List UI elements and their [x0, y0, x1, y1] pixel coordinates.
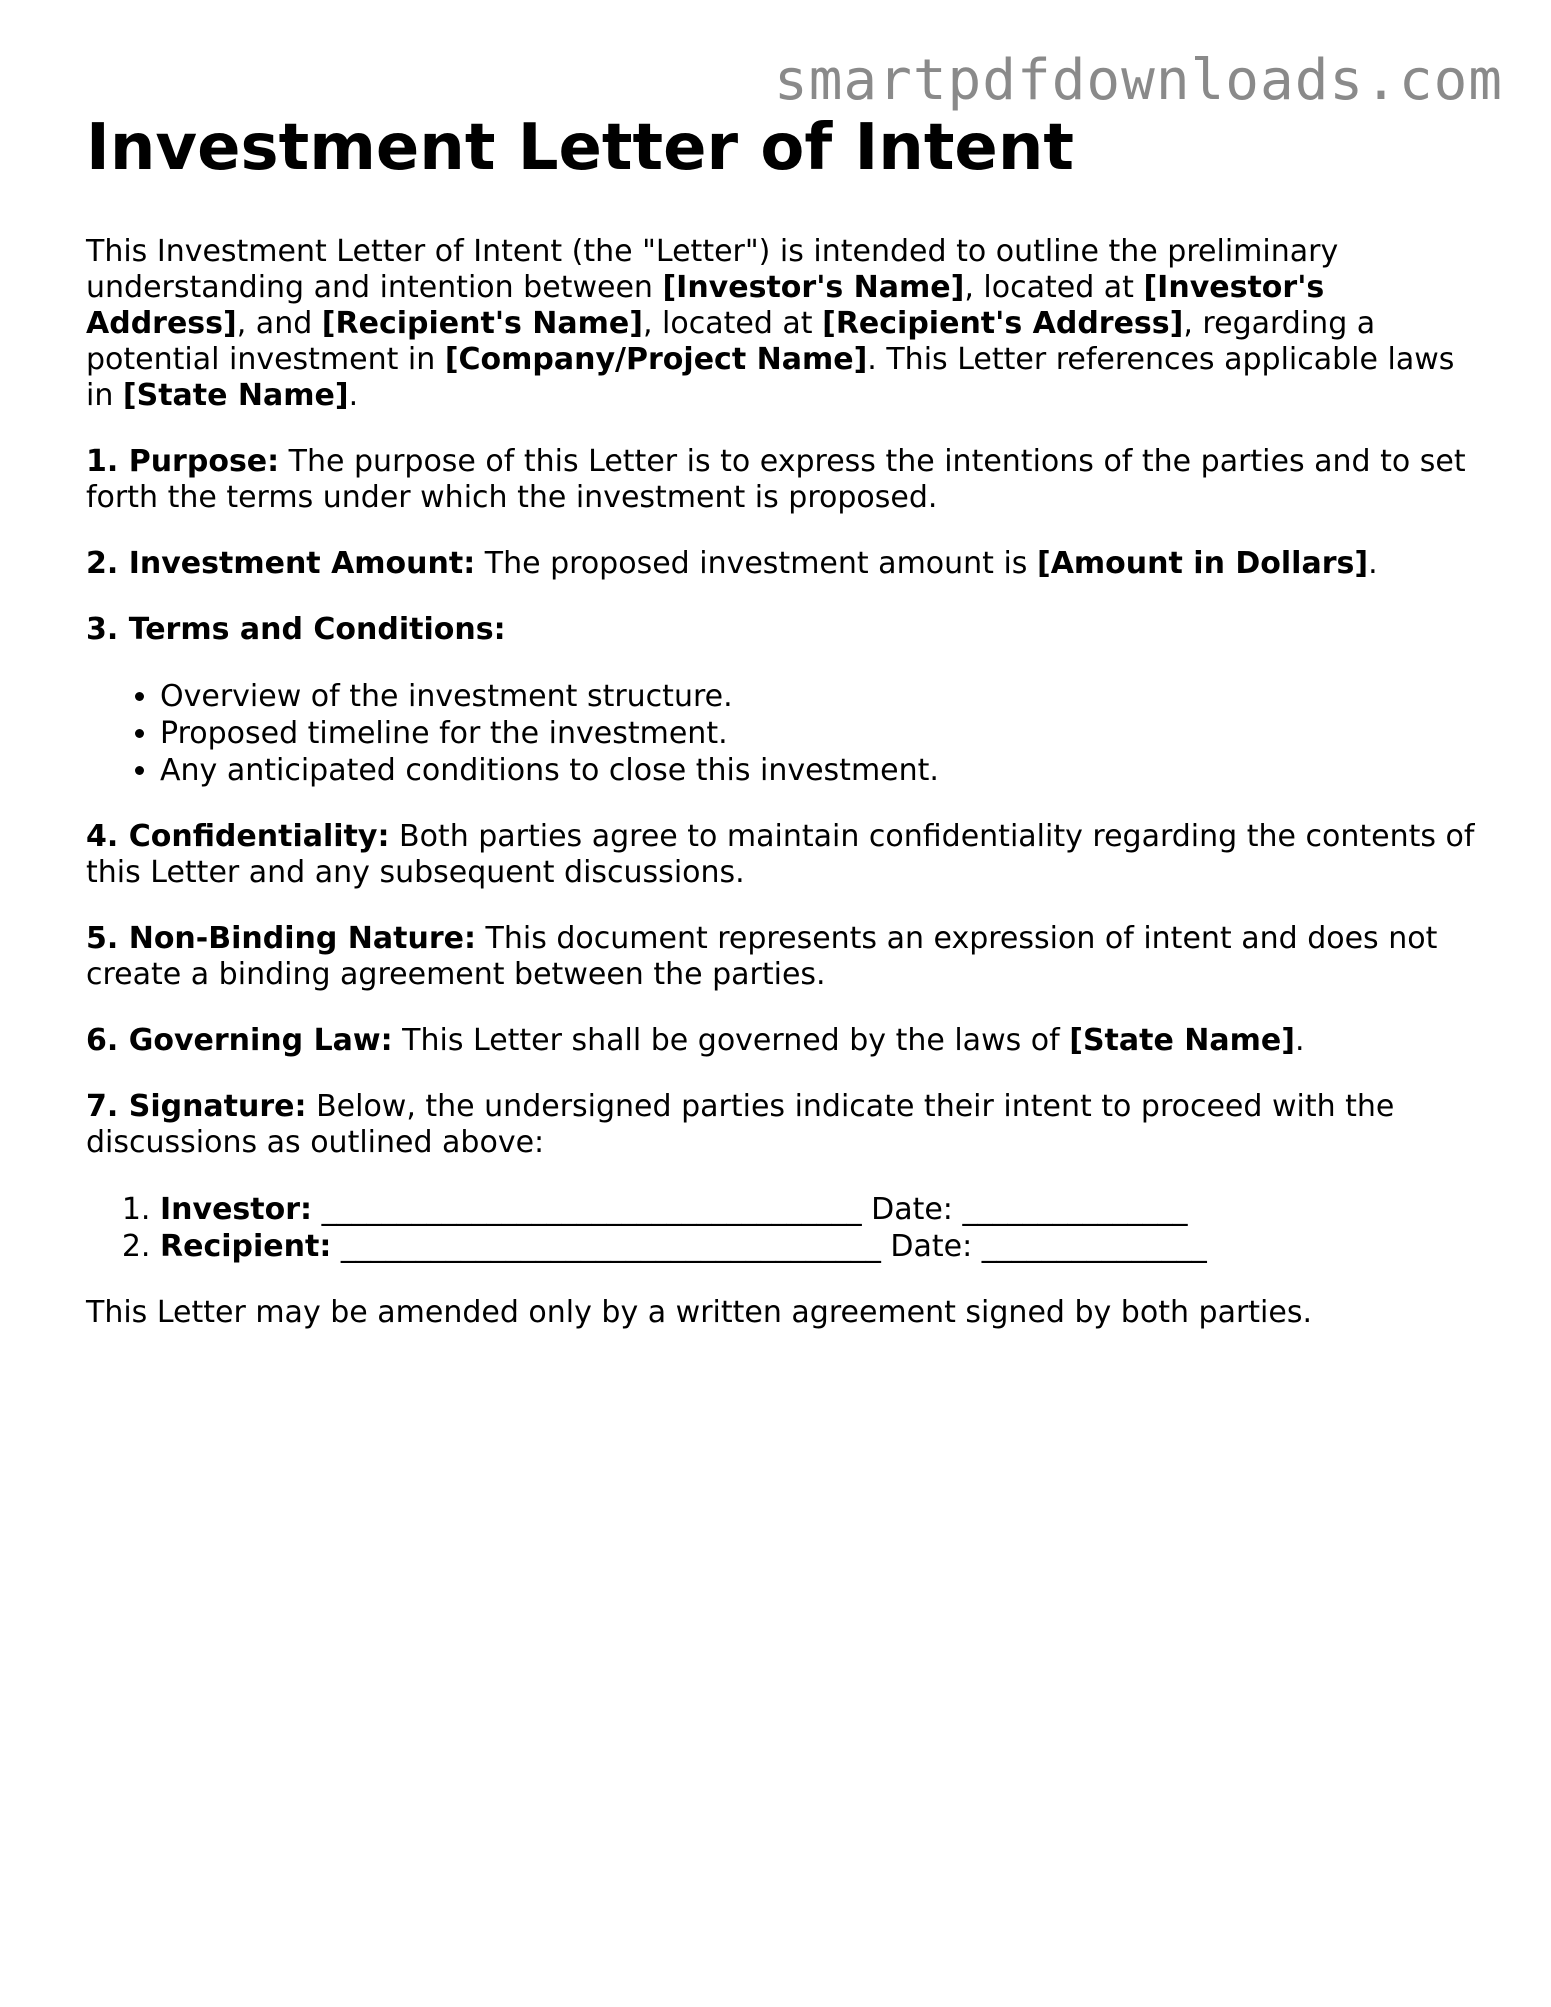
- section-text: This document represents an expression of intent and does not create a binding agreement between the parties.: [86, 921, 1438, 992]
- section-text: Both parties agree to maintain confidentiality regarding the contents of this Letter and any subsequent discussions.: [86, 819, 1475, 890]
- signature-label: Recipient:: [160, 1229, 332, 1264]
- investor-name-placeholder: [Investor's Name]: [662, 270, 965, 305]
- list-item: • Proposed timeline for the investment.: [160, 715, 1476, 752]
- section-heading: 4. Confidentiality:: [86, 819, 390, 854]
- section-terms: [86, 612, 1476, 648]
- terms-list: [86, 678, 1476, 789]
- intro-paragraph: [86, 234, 1476, 414]
- intro-text: , regarding a potential investment in: [86, 306, 1376, 377]
- section-text: .: [1294, 1023, 1305, 1058]
- company-placeholder: [Company/Project Name]: [444, 342, 868, 377]
- signature-line-recipient: [160, 1228, 1476, 1265]
- list-item: • Overview of the investment structure.: [160, 678, 1476, 715]
- intro-text: , and: [236, 306, 322, 341]
- section-heading: 1. Purpose:: [86, 444, 280, 479]
- watermark: smartpdfdownloads.com: [773, 48, 1503, 113]
- section-heading: 6. Governing Law:: [86, 1023, 393, 1058]
- signature-blank: ____________________________________ Date: _______________: [331, 1229, 1207, 1264]
- intro-text: , located at: [964, 270, 1144, 305]
- section-signature: [86, 1089, 1476, 1161]
- intro-text: This Investment Letter of Intent (the "Letter") is intended to outline the preliminary understanding and intention between: [86, 234, 1339, 305]
- signature-blank: ____________________________________ Date: _______________: [312, 1192, 1188, 1227]
- section-heading: 2. Investment Amount:: [86, 546, 476, 581]
- section-heading: 3. Terms and Conditions:: [86, 612, 506, 647]
- page-title: Investment Letter of Intent: [86, 111, 1074, 185]
- intro-text: , located at: [642, 306, 823, 341]
- section-text: This Letter shall be governed by the laws of: [392, 1023, 1070, 1058]
- closing-paragraph: This Letter may be amended only by a written agreement signed by both parties.: [86, 1295, 1313, 1330]
- section-text: The proposed investment amount is: [475, 546, 1037, 581]
- section-heading: 7. Signature:: [86, 1089, 307, 1124]
- investor-address-placeholder: [Investor's Address]: [86, 270, 1325, 341]
- recipient-address-placeholder: [Recipient's Address]: [822, 306, 1184, 341]
- intro-text: . This Letter references applicable laws in: [86, 342, 1455, 413]
- section-text: Below, the undersigned parties indicate their intent to proceed with the discussions as outlined above:: [86, 1089, 1395, 1160]
- section-non-binding: [86, 921, 1476, 993]
- section-confidentiality: [86, 819, 1476, 891]
- signature-label: Investor:: [160, 1192, 313, 1227]
- amount-placeholder: [Amount in Dollars]: [1036, 546, 1369, 581]
- section-heading: 5. Non-Binding Nature:: [86, 921, 476, 956]
- section-text: The purpose of this Letter is to express the intentions of the parties and to set forth the terms under which the investment is proposed.: [86, 444, 1466, 515]
- state-placeholder: [State Name]: [1069, 1023, 1295, 1058]
- signature-list: [86, 1191, 1476, 1265]
- document-page: [86, 108, 1476, 1361]
- intro-text: .: [348, 378, 359, 413]
- section-governing-law: [86, 1023, 1476, 1059]
- recipient-name-placeholder: [Recipient's Name]: [321, 306, 643, 341]
- section-text: .: [1368, 546, 1378, 581]
- signature-line-investor: [160, 1191, 1476, 1228]
- state-placeholder: [State Name]: [122, 378, 349, 413]
- section-investment-amount: [86, 546, 1476, 582]
- list-item: • Any anticipated conditions to close this investment.: [160, 752, 1476, 789]
- section-purpose: [86, 444, 1476, 516]
